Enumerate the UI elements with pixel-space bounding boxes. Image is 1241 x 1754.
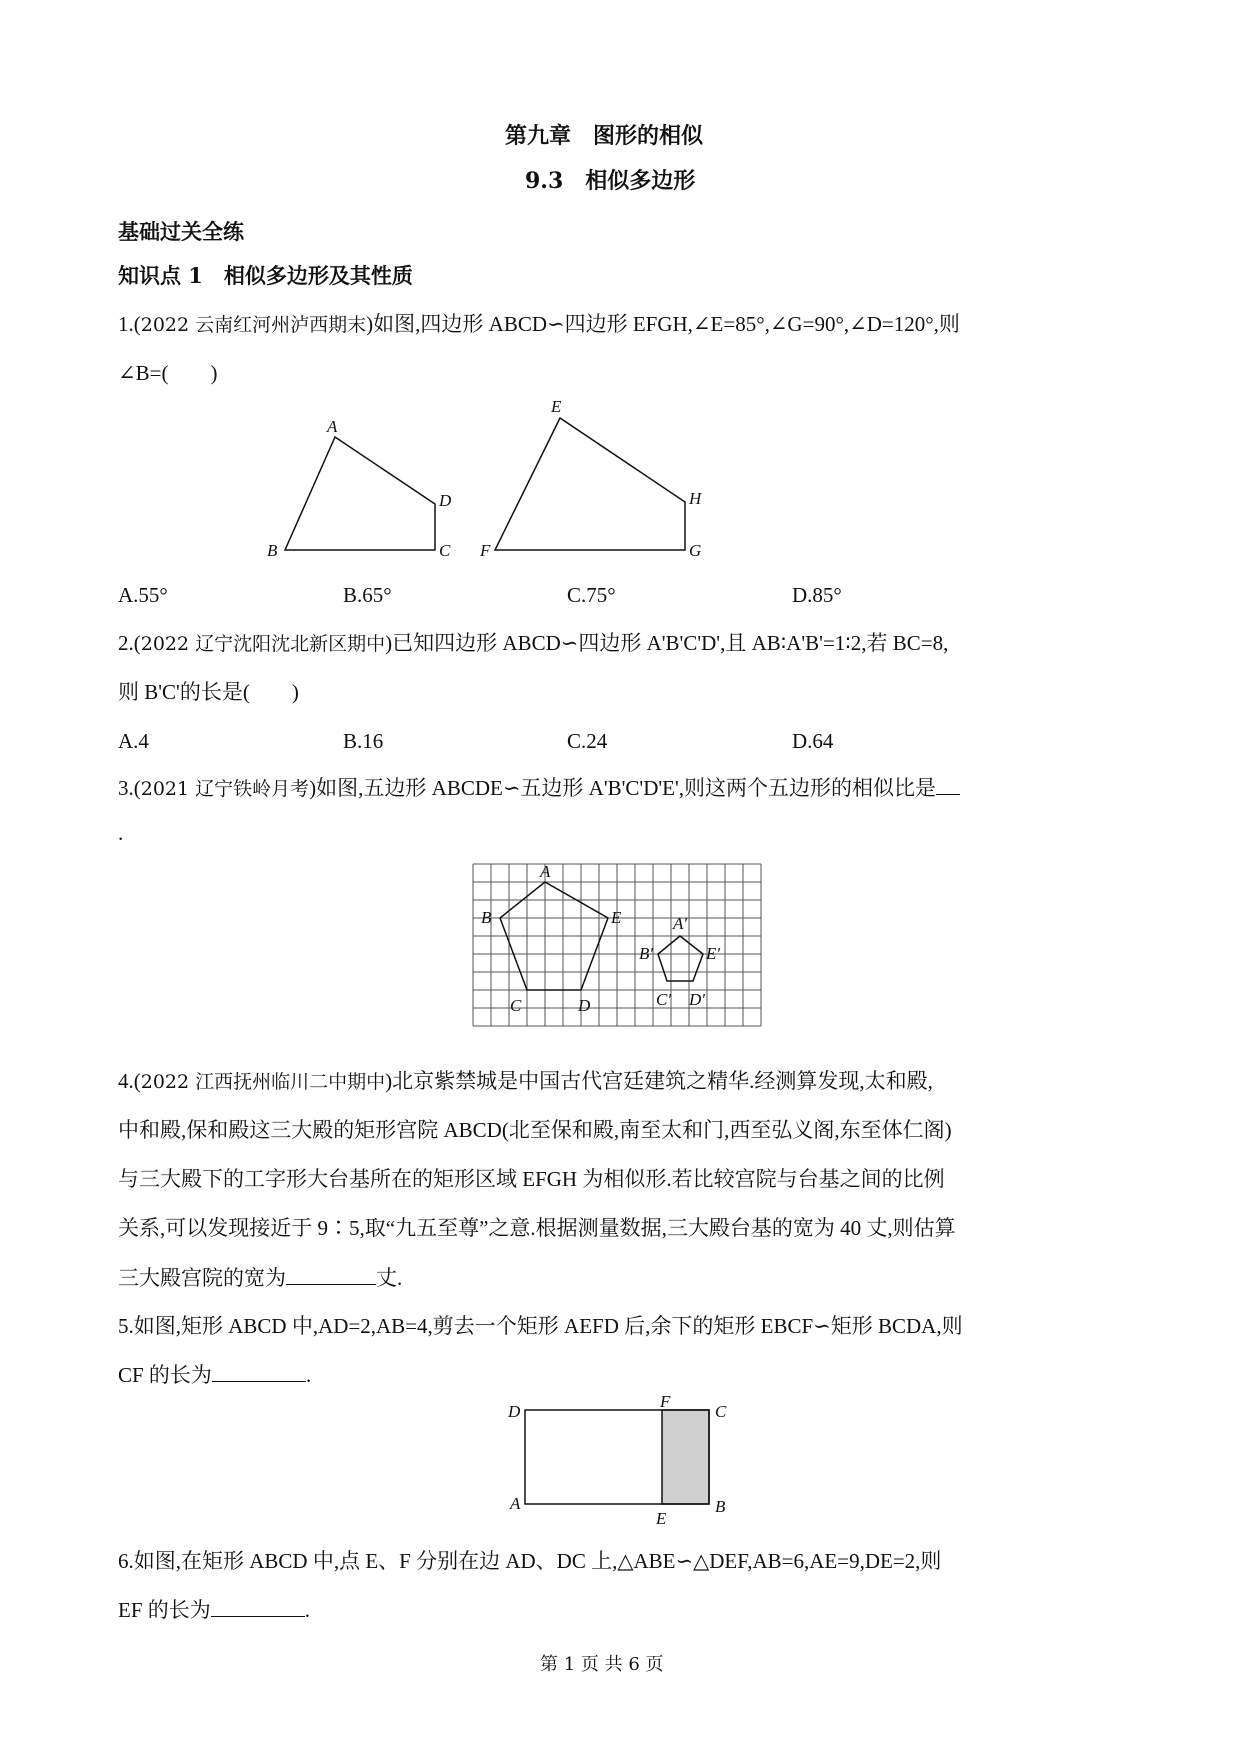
label-F: F	[660, 1395, 671, 1411]
q2-line2: 则 B'C'的长是( )	[118, 680, 299, 704]
label-C: C	[510, 996, 522, 1015]
label-B-prime: B′	[639, 944, 654, 963]
label-H: H	[689, 489, 702, 508]
q1-source: 2022 云南红河州泸西期末	[140, 314, 367, 336]
q4-line4: 关系,可以发现接近于 9∶5,取“九五至尊”之意.根据测量数据,三大殿台基的宽为 40 丈,则估算	[118, 1216, 956, 1240]
label-A: A	[510, 1494, 521, 1513]
q1-option-b: B.65°	[343, 583, 392, 607]
label-A-prime: A′	[673, 914, 688, 933]
q3-line1: 3.(2021 辽宁铁岭月考)如图,五边形 ABCDE∽五边形 A'B'C'D'E',则这两个五边形的相似比是	[118, 772, 960, 804]
q5-line1: 5.如图,矩形 ABCD 中,AD=2,AB=4,剪去一个矩形 AEFD 后,余下的矩形 EBCF∽矩形 BCDA,则	[118, 1314, 963, 1338]
q6-answer-blank[interactable]	[211, 1594, 305, 1617]
label-D: D	[439, 491, 452, 510]
q1-figure	[255, 392, 715, 567]
q1-line2: ∠B=( )	[118, 361, 218, 385]
q1-option-a: A.55°	[118, 583, 168, 607]
q5-line2: CF 的长为 .	[118, 1359, 311, 1390]
q2-line1: 2.(2022 辽宁沈阳沈北新区期中)已知四边形 ABCD∽四边形 A'B'C'D',且 AB∶A'B'=1∶2,若 BC=8,	[118, 631, 949, 655]
q2-option-d: D.64	[792, 729, 834, 753]
label-C: C	[439, 541, 451, 560]
label-D-prime: D′	[689, 990, 705, 1009]
label-D: D	[508, 1402, 521, 1421]
quad-efgh	[495, 418, 685, 550]
q1-option-c: C.75°	[567, 583, 616, 607]
label-A: A	[540, 862, 551, 881]
q2-option-a: A.4	[118, 729, 149, 753]
q6-line2: EF 的长为 .	[118, 1594, 310, 1625]
q2-source: 2022 辽宁沈阳沈北新区期中	[140, 633, 386, 655]
q2-option-c: C.24	[567, 729, 608, 753]
knowledge-point-title: 知识点 1 相似多边形及其性质	[118, 263, 413, 288]
q3-answer-blank[interactable]	[936, 772, 960, 795]
label-C-prime: C′	[656, 990, 672, 1009]
q4-line5: 三大殿宫院的宽为 丈.	[118, 1262, 402, 1293]
q4-line2: 中和殿,保和殿这三大殿的矩形宫院 ABCD(北至保和殿,南至太和门,西至弘义阁,东至体仁阁)	[118, 1118, 952, 1142]
label-B: B	[481, 908, 492, 927]
q4-source: 2022 江西抚州临川二中期中	[140, 1071, 386, 1093]
q3-line2: .	[118, 821, 124, 845]
label-G: G	[689, 541, 702, 560]
q6-line1: 6.如图,在矩形 ABCD 中,点 E、F 分别在边 AD、DC 上,△ABE∽△DEF,AB=6,AE=9,DE=2,则	[118, 1549, 942, 1573]
q3-source: 2021 辽宁铁岭月考	[140, 778, 310, 800]
q4-answer-blank[interactable]	[286, 1262, 376, 1285]
quad-abcd	[285, 437, 435, 550]
q5-figure	[505, 1395, 745, 1530]
pentagon-small	[658, 936, 703, 981]
label-B: B	[715, 1497, 726, 1516]
label-E: E	[656, 1509, 667, 1528]
label-E: E	[551, 397, 562, 416]
q2-option-b: B.16	[343, 729, 384, 753]
section-title: 9.3 相似多边形	[525, 168, 696, 194]
page-footer: 第 1 页 共 6 页	[540, 1654, 664, 1675]
label-B: B	[267, 541, 278, 560]
q3-figure	[460, 860, 780, 1038]
q1-option-d: D.85°	[792, 583, 842, 607]
label-D: D	[578, 996, 591, 1015]
q5-answer-blank[interactable]	[212, 1359, 306, 1382]
label-E: E	[611, 908, 622, 927]
label-A: A	[327, 417, 338, 436]
shaded-rect-ebcf	[662, 1410, 709, 1504]
q4-line1: 4.(2022 江西抚州临川二中期中)北京紫禁城是中国古代宫廷建筑之精华.经测算发现,太和殿,	[118, 1069, 933, 1093]
label-C: C	[715, 1402, 727, 1421]
label-F: F	[480, 541, 491, 560]
chapter-title: 第九章 图形的相似	[505, 123, 704, 149]
part-title: 基础过关全练	[118, 219, 244, 244]
q1-line1: 1.(2022 云南红河州泸西期末)如图,四边形 ABCD∽四边形 EFGH,∠E=85°,∠G=90°,∠D=120°,则	[118, 312, 960, 336]
q4-line3: 与三大殿下的工字形大台基所在的矩形区域 EFGH 为相似形.若比较宫院与台基之间的比例	[118, 1167, 945, 1191]
label-E-prime: E′	[706, 944, 721, 963]
